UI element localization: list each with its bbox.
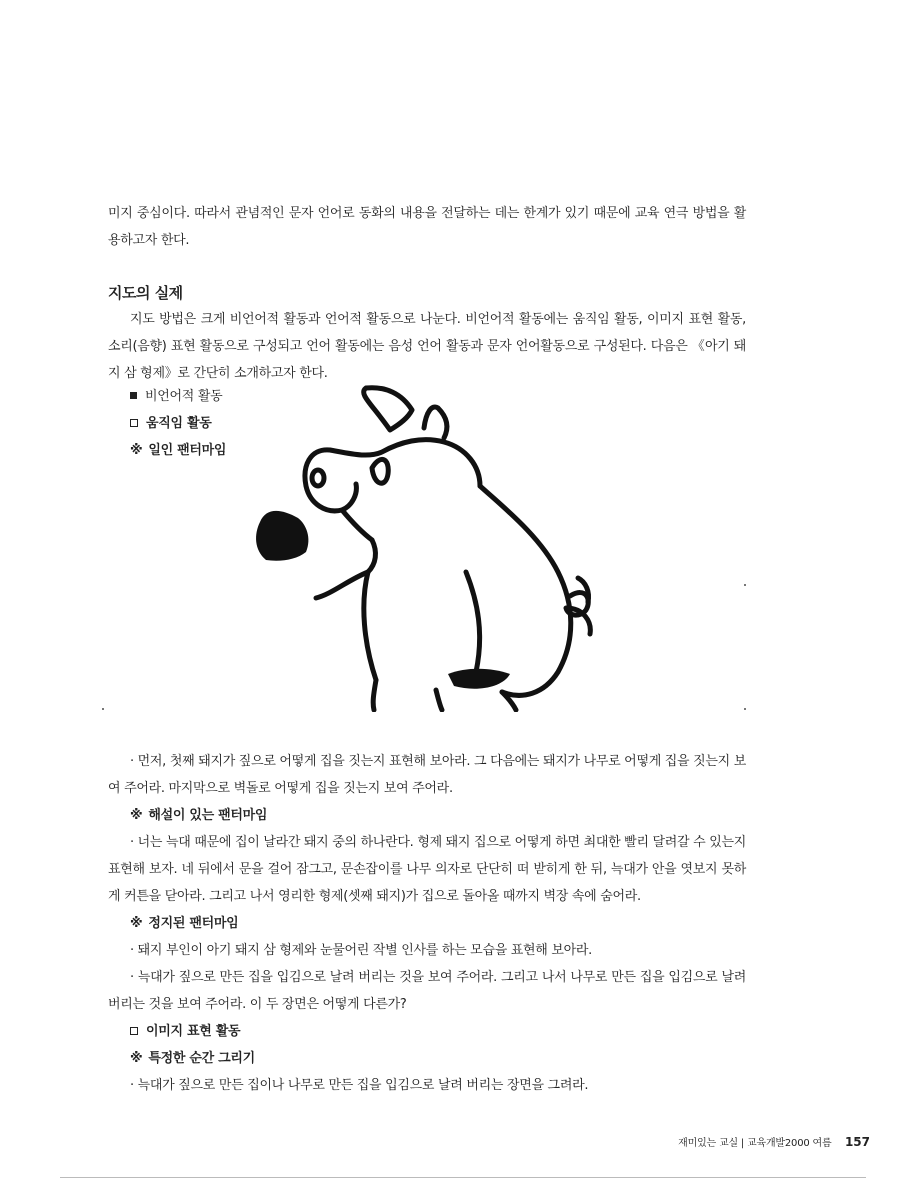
filled-square-icon: [130, 392, 137, 399]
body-paragraph-4: · 늑대가 짚으로 만든 집을 입김으로 날려 버리는 것을 보여 주어라. 그리고 나서 나무로 만든 집을 입김으로 날려 버리는 것을 보여 주어라. 이 두 장면은 어떻게 다른가?: [108, 970, 746, 1012]
body-paragraph-5: · 늑대가 짚으로 만든 집이나 나무로 만든 집을 입김으로 날려 버리는 장면을 그려라.: [130, 1078, 589, 1093]
body-paragraph-1: · 먼저, 첫째 돼지가 짚으로 어떻게 집을 짓는지 표현해 보아라. 그 다음에는 돼지가 나무로 어떻게 집을 짓는지 보여 주어라. 마지막으로 벽돌로 어떻게 집을 짓는지 보여 주어라.: [108, 754, 746, 796]
body-paragraph-2: · 너는 늑대 때문에 집이 날라간 돼지 중의 하나란다. 형제 돼지 집으로 어떻게 하면 최대한 빨리 달려갈 수 있는지 표현해 보자. 네 뒤에서 문을 걸어 잠그고, 문손잡이를 나무 의자로 단단히 떠 받히게 한 뒤, 늑대가 안을 엿보지 못하게 커튼을 닫아라. 그리고 나서 영리한 형제(셋째 돼지)가 집으로 돌아올 때까지 벽장 속에 숨어라.: [108, 835, 746, 904]
section-paragraph: 지도 방법은 크게 비언어적 활동과 언어적 활동으로 나눈다. 비언어적 활동에는 움직임 활동, 이미지 표현 활동, 소리(음향) 표현 활동으로 구성되고 언어 활동에는 음성 언어 활동과 문자 언어활동으로 구성된다. 다음은 《아기 돼지 삼 형제》로 간단히 소개하고자 한다.: [108, 312, 746, 381]
outline-level2-image: 이미지 표현 활동: [130, 1018, 240, 1045]
heading-draw-moment: ※ 특정한 순간 그리기: [130, 1051, 255, 1066]
page-number: 157: [844, 1135, 870, 1149]
reference-mark: ※: [130, 443, 143, 458]
empty-square-icon: [130, 1027, 138, 1035]
outline-level3-solo-pantomime: ※ 일인 팬터마임: [130, 443, 227, 458]
reference-mark: ※: [130, 808, 143, 823]
crop-mark: [744, 708, 746, 710]
outline-level2-movement: 움직임 활동: [130, 410, 212, 437]
pig-illustration: [240, 382, 620, 712]
body-paragraph-3: · 돼지 부인이 아기 돼지 삼 형제와 눈물어린 작별 인사를 하는 모습을 표현해 보아라.: [130, 943, 592, 958]
heading-narrated-pantomime: ※ 해설이 있는 팬터마임: [130, 808, 268, 823]
page-footer: [678, 1134, 870, 1149]
crop-mark: [102, 708, 104, 710]
crop-mark: [744, 584, 746, 586]
journal-title: 재미있는 교실 | 교육개발2000 여름: [678, 1138, 832, 1149]
empty-square-icon: [130, 419, 138, 427]
heading-frozen-pantomime: ※ 정지된 팬터마임: [130, 916, 239, 931]
outline-level1: 비언어적 활동: [130, 383, 222, 410]
section-title: 지도의 실제: [108, 284, 183, 302]
intro-paragraph: 미지 중심이다. 따라서 관념적인 문자 언어로 동화의 내용을 전달하는 데는 한계가 있기 때문에 교육 연극 방법을 활용하고자 한다.: [108, 206, 746, 248]
reference-mark: ※: [130, 1051, 143, 1066]
reference-mark: ※: [130, 916, 143, 931]
footer-rule: [60, 1177, 866, 1178]
